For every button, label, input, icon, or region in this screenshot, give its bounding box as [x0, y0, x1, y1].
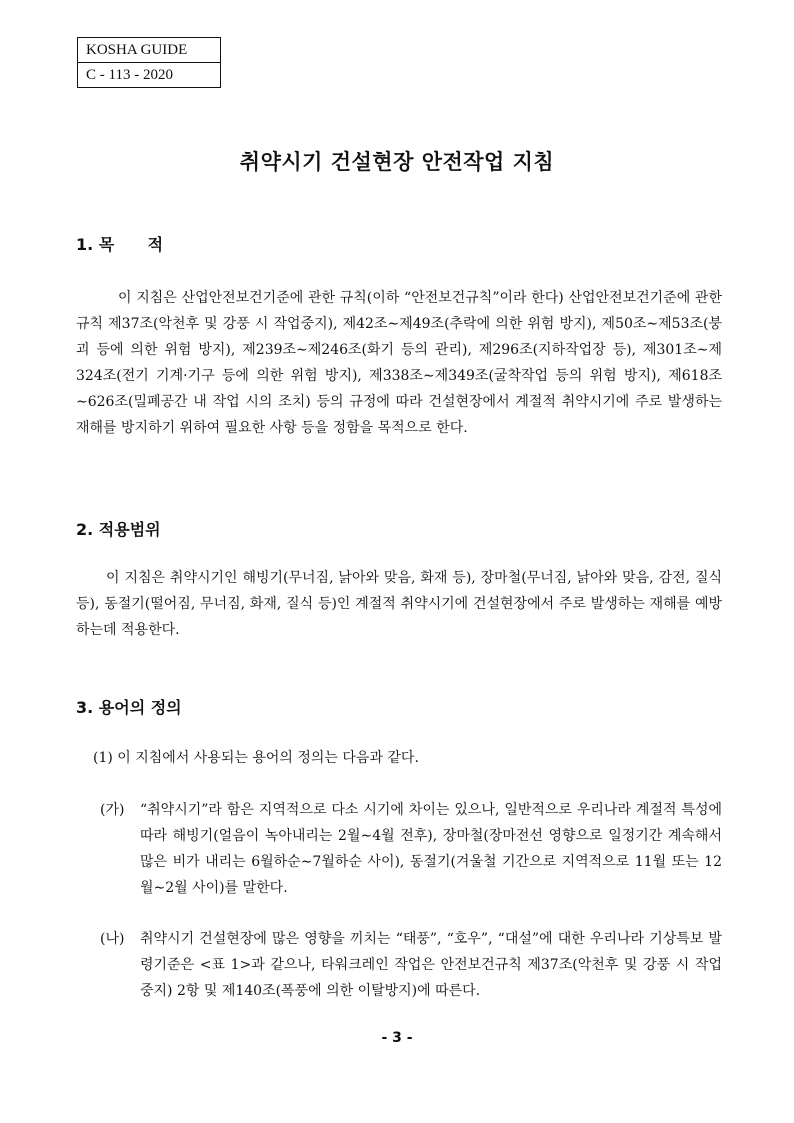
section-definitions: [76, 695, 722, 718]
section-purpose-body: [76, 285, 722, 441]
scope-paragraph: 이 지침은 취약시기인 해빙기(무너짐, 낡아와 맞음, 화재 등), 장마철(무너짐, 낡아와 맞음, 감전, 질식 등), 동절기(떨어짐, 무너짐, 화재, 질식 등)인 계절적 취약시기에 건설현장에서 주로 발생하는 재해를 예방하는데 적용한다.: [76, 570, 722, 638]
definition-item-label: (가): [100, 802, 125, 818]
guide-code: C - 113 - 2020: [78, 62, 220, 87]
definition-item-text: 취약시기 건설현장에 많은 영향을 끼치는 “태풍”, “호우”, “대설”에 대한 우리나라 기상특보 발령기준은 <표 1>과 같으나, 타워크레인 작업은 안전보건규칙 제37조(악천후 및 강풍 시 작업중지) 2항 및 제140조(폭풍에 의한 이탈방지)에 따른다.: [140, 931, 722, 999]
section-heading-scope: 2. 적용범위: [76, 520, 161, 539]
definitions-intro: (1) 이 지침에서 사용되는 용어의 정의는 다음과 같다.: [93, 750, 419, 766]
purpose-paragraph: 이 지침은 산업안전보건기준에 관한 규칙(이하 “안전보건규칙”이라 한다) 산업안전보건기준에 관한 규칙 제37조(악천후 및 강풍 시 작업중지), 제42조∼제49조(추락에 의한 위험 방지), 제50조∼제53조(붕괴 등에 의한 위험 방지), 제239조∼제246조(화기 등의 관리), 제296조(지하작업장 등), 제301조∼제324조(전기 기계·기구 등에 의한 위험 방지), 제338조∼제349조(굴착작업 등의 위험 방지), 제618조∼626조(밀폐공간 내 작업 시의 조치) 등의 규정에 따라 건설현장에서 계절적 취약시기에 주로 발생하는 재해를 방지하기 위하여 필요한 사항 등을 정함을 목적으로 한다.: [76, 290, 722, 436]
section-scope-body: [76, 565, 722, 643]
document-title: 취약시기 건설현장 안전작업 지침: [239, 149, 555, 174]
definition-item-text: “취약시기”라 함은 지역적으로 다소 시기에 차이는 있으나, 일반적으로 우리나라 계절적 특성에 따라 해빙기(얼음이 녹아내리는 2월∼4월 전후), 장마철(장마전선 영향으로 일정기간 계속해서 많은 비가 내리는 6월하순∼7월하순 사이), 동절기(겨울철 기간으로 지역적으로 11월 또는 12월∼2월 사이)를 말한다.: [140, 802, 722, 896]
page-number: - 3 -: [381, 1030, 413, 1046]
definition-item-label: (나): [100, 931, 125, 947]
kosha-guide-box: [77, 37, 221, 88]
section-purpose: [76, 232, 722, 255]
definitions-intro-block: [93, 745, 722, 771]
section-scope: [76, 517, 722, 540]
section-heading-purpose: 1. 목 적: [76, 235, 164, 254]
guide-label: KOSHA GUIDE: [86, 42, 188, 58]
section-heading-definitions: 3. 용어의 정의: [76, 698, 182, 717]
